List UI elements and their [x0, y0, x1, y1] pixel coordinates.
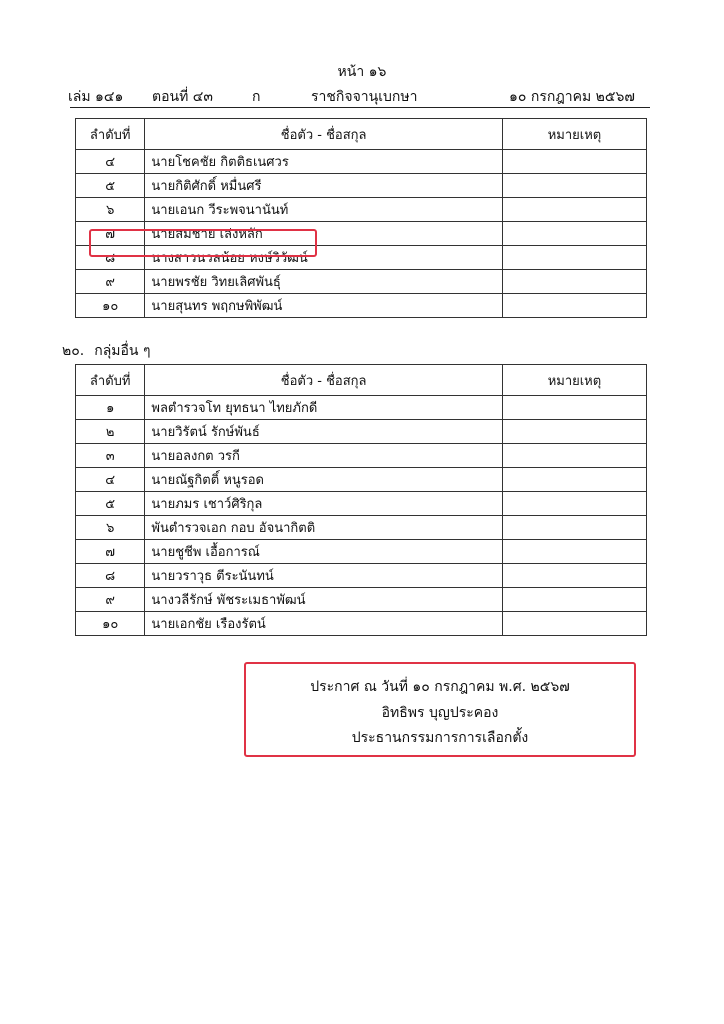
- cell-note: [502, 270, 646, 294]
- cell-order: ๔: [76, 468, 145, 492]
- cell-name: นายอลงกต วรกี: [145, 444, 503, 468]
- column-header-order: ลำดับที่: [76, 365, 145, 396]
- table-row: [76, 612, 647, 636]
- cell-order: ๗: [76, 222, 145, 246]
- announcement-date: ประกาศ ณ วันที่ ๑๐ กรกฎาคม พ.ศ. ๒๕๖๗: [310, 679, 570, 695]
- table-row: [76, 396, 647, 420]
- candidate-table-2: [75, 364, 647, 636]
- table-row: [76, 270, 647, 294]
- cell-name: นายชูชีพ เอื้อการณ์: [145, 540, 503, 564]
- column-header-note: หมายเหตุ: [502, 119, 646, 150]
- cell-order: ๖: [76, 516, 145, 540]
- cell-note: [502, 564, 646, 588]
- cell-note: [502, 174, 646, 198]
- table-row: [76, 540, 647, 564]
- table-row: [76, 564, 647, 588]
- group-number: ๒๐.: [62, 343, 85, 359]
- cell-order: ๒: [76, 420, 145, 444]
- cell-note: [502, 150, 646, 174]
- table-row: [76, 294, 647, 318]
- cell-name: นายวราวุธ ตีระนันทน์: [145, 564, 503, 588]
- group-heading: [62, 340, 160, 362]
- column-header-name: ชื่อตัว - ชื่อสกุล: [145, 119, 503, 150]
- group-title: กลุ่มอื่น ๆ: [94, 343, 151, 359]
- cell-note: [502, 396, 646, 420]
- table-row: [76, 516, 647, 540]
- volume-label: เล่ม ๑๔๑: [68, 89, 124, 105]
- table-row: [76, 492, 647, 516]
- cell-order: ๑๐: [76, 612, 145, 636]
- cell-order: ๙: [76, 270, 145, 294]
- cell-note: [502, 246, 646, 270]
- cell-order: ๗: [76, 540, 145, 564]
- cell-order: ๑๐: [76, 294, 145, 318]
- cell-name: พลตำรวจโท ยุทธนา ไทยภักดี: [145, 396, 503, 420]
- publication-name: ราชกิจจานุเบกษา: [311, 89, 418, 105]
- cell-order: ๘: [76, 564, 145, 588]
- section-type: ก: [252, 89, 261, 105]
- cell-name: นายภมร เชาว์ศิริกุล: [145, 492, 503, 516]
- cell-name: พันตำรวจเอก กอบ อัจนากิตติ: [145, 516, 503, 540]
- cell-order: ๕: [76, 174, 145, 198]
- cell-note: [502, 540, 646, 564]
- cell-note: [502, 516, 646, 540]
- column-header-order: ลำดับที่: [76, 119, 145, 150]
- table-header-row: [76, 365, 647, 396]
- header-divider: [70, 107, 650, 108]
- table-header-row: [76, 119, 647, 150]
- cell-name: นายพรชัย วิทยเลิศพันธุ์: [145, 270, 503, 294]
- cell-note: [502, 588, 646, 612]
- cell-note: [502, 420, 646, 444]
- cell-name: นางสาวนวลน้อย หงษ์วิวัฒน์: [145, 246, 503, 270]
- table-row: [76, 420, 647, 444]
- cell-order: ๖: [76, 198, 145, 222]
- table-row: [76, 444, 647, 468]
- cell-order: ๘: [76, 246, 145, 270]
- cell-note: [502, 294, 646, 318]
- cell-order: ๕: [76, 492, 145, 516]
- cell-name: นายสมชาย เล่งหลัก: [145, 222, 503, 246]
- cell-name: นายเอกชัย เรืองรัตน์: [145, 612, 503, 636]
- table-row: [76, 468, 647, 492]
- cell-name: นายกิติศักดิ์ หมื่นศรี: [145, 174, 503, 198]
- candidate-table-1: [75, 118, 647, 318]
- cell-order: ๑: [76, 396, 145, 420]
- cell-order: ๔: [76, 150, 145, 174]
- signatory-position: ประธานกรรมการการเลือกตั้ง: [351, 730, 529, 746]
- table-row: [76, 588, 647, 612]
- cell-name: นางวลีรักษ์ พัชระเมธาพัฒน์: [145, 588, 503, 612]
- cell-name: นายวิรัตน์ รักษ์พันธ์: [145, 420, 503, 444]
- cell-note: [502, 222, 646, 246]
- page-number: หน้า ๑๖: [337, 64, 387, 80]
- table-row: [76, 150, 647, 174]
- cell-note: [502, 612, 646, 636]
- signatory-name: อิทธิพร บุญประคอง: [381, 705, 499, 721]
- cell-name: นายสุนทร พฤกษพิพัฒน์: [145, 294, 503, 318]
- cell-name: นายณัฐกิตติ์ หนูรอด: [145, 468, 503, 492]
- table-row: [76, 174, 647, 198]
- cell-name: นายโชคชัย กิตติธเนศวร: [145, 150, 503, 174]
- section-label: ตอนที่ ๔๓: [152, 89, 213, 105]
- cell-note: [502, 198, 646, 222]
- table-row: [76, 198, 647, 222]
- column-header-name: ชื่อตัว - ชื่อสกุล: [145, 365, 503, 396]
- cell-order: ๙: [76, 588, 145, 612]
- highlight-box-row: [89, 229, 317, 257]
- cell-note: [502, 492, 646, 516]
- cell-order: ๓: [76, 444, 145, 468]
- header-date: ๑๐ กรกฎาคม ๒๕๖๗: [509, 89, 635, 105]
- cell-note: [502, 468, 646, 492]
- column-header-note: หมายเหตุ: [502, 365, 646, 396]
- cell-note: [502, 444, 646, 468]
- cell-name: นายเอนก วีระพจนานันท์: [145, 198, 503, 222]
